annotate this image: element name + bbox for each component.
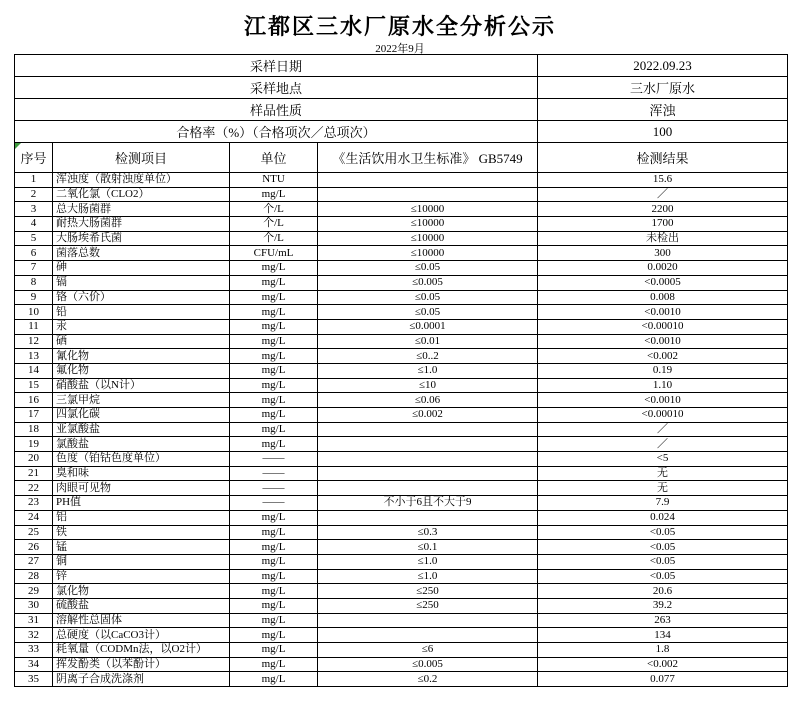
row-item: 锰 bbox=[53, 540, 230, 555]
row-item: 氯酸盐 bbox=[53, 437, 230, 452]
row-standard: ≤0.01 bbox=[318, 334, 538, 349]
row-index: 32 bbox=[15, 628, 53, 643]
row-standard: ≤250 bbox=[318, 584, 538, 599]
row-unit: mg/L bbox=[230, 319, 318, 334]
row-item: 菌落总数 bbox=[53, 246, 230, 261]
row-standard: ≤1.0 bbox=[318, 363, 538, 378]
row-index: 5 bbox=[15, 231, 53, 246]
row-item: 臭和味 bbox=[53, 466, 230, 481]
row-unit: —— bbox=[230, 496, 318, 511]
row-result: <0.00010 bbox=[538, 408, 788, 423]
table-row bbox=[15, 378, 788, 393]
row-unit: CFU/mL bbox=[230, 246, 318, 261]
row-index: 20 bbox=[15, 452, 53, 467]
row-unit: 个/L bbox=[230, 202, 318, 217]
row-index: 26 bbox=[15, 540, 53, 555]
row-standard: ≤1.0 bbox=[318, 569, 538, 584]
row-standard: ≤0.002 bbox=[318, 408, 538, 423]
row-item: 硫酸盐 bbox=[53, 598, 230, 613]
table-row bbox=[15, 466, 788, 481]
row-standard: ≤10 bbox=[318, 378, 538, 393]
row-item: 耗氧量（CODMn法，以O2计） bbox=[53, 643, 230, 658]
sample-nature-label: 样品性质 bbox=[15, 99, 538, 121]
col-header-item: 检测项目 bbox=[53, 143, 230, 173]
row-item: 三氯甲烷 bbox=[53, 393, 230, 408]
row-unit: mg/L bbox=[230, 584, 318, 599]
col-header-unit: 单位 bbox=[230, 143, 318, 173]
row-item: 镉 bbox=[53, 275, 230, 290]
row-index: 16 bbox=[15, 393, 53, 408]
row-item: 二氧化氯（CLO2） bbox=[53, 187, 230, 202]
row-item: 铜 bbox=[53, 554, 230, 569]
excel-corner-marker-icon bbox=[15, 143, 21, 149]
row-result: <0.002 bbox=[538, 349, 788, 364]
row-standard: ≤0.3 bbox=[318, 525, 538, 540]
row-item: 氯化物 bbox=[53, 584, 230, 599]
row-index: 6 bbox=[15, 246, 53, 261]
row-unit: mg/L bbox=[230, 598, 318, 613]
row-index: 25 bbox=[15, 525, 53, 540]
row-index: 21 bbox=[15, 466, 53, 481]
row-unit: mg/L bbox=[230, 334, 318, 349]
row-index: 19 bbox=[15, 437, 53, 452]
row-item: 肉眼可见物 bbox=[53, 481, 230, 496]
row-index: 30 bbox=[15, 598, 53, 613]
table-row bbox=[15, 173, 788, 188]
row-result: <0.05 bbox=[538, 554, 788, 569]
table-row bbox=[15, 393, 788, 408]
table-row bbox=[15, 187, 788, 202]
row-standard bbox=[318, 452, 538, 467]
row-result: ／ bbox=[538, 187, 788, 202]
table-row bbox=[15, 408, 788, 423]
row-result: 无 bbox=[538, 466, 788, 481]
row-unit: mg/L bbox=[230, 349, 318, 364]
pass-rate-value: 100 bbox=[538, 121, 788, 143]
row-standard bbox=[318, 481, 538, 496]
row-unit: mg/L bbox=[230, 408, 318, 423]
info-row-pass-rate bbox=[15, 121, 788, 143]
table-row bbox=[15, 349, 788, 364]
row-result: 263 bbox=[538, 613, 788, 628]
row-index: 31 bbox=[15, 613, 53, 628]
table-row bbox=[15, 525, 788, 540]
row-index: 28 bbox=[15, 569, 53, 584]
row-result: 134 bbox=[538, 628, 788, 643]
row-standard: ≤0..2 bbox=[318, 349, 538, 364]
row-standard: ≤10000 bbox=[318, 231, 538, 246]
row-unit: —— bbox=[230, 452, 318, 467]
table-row bbox=[15, 672, 788, 687]
row-item: 总大肠菌群 bbox=[53, 202, 230, 217]
row-result: <0.05 bbox=[538, 540, 788, 555]
table-row bbox=[15, 217, 788, 232]
row-index: 2 bbox=[15, 187, 53, 202]
row-result: 7.9 bbox=[538, 496, 788, 511]
sampling-site-label: 采样地点 bbox=[15, 77, 538, 99]
results-section bbox=[15, 173, 788, 687]
row-item: 铁 bbox=[53, 525, 230, 540]
row-unit: mg/L bbox=[230, 422, 318, 437]
row-standard: ≤0.05 bbox=[318, 290, 538, 305]
row-result: 0.077 bbox=[538, 672, 788, 687]
row-result: 无 bbox=[538, 481, 788, 496]
row-item: 大肠埃希氏菌 bbox=[53, 231, 230, 246]
row-standard: ≤10000 bbox=[318, 202, 538, 217]
row-result: <0.0010 bbox=[538, 305, 788, 320]
row-unit: mg/L bbox=[230, 643, 318, 658]
row-result: 1700 bbox=[538, 217, 788, 232]
table-row bbox=[15, 598, 788, 613]
row-index: 13 bbox=[15, 349, 53, 364]
table-row bbox=[15, 305, 788, 320]
row-result: 2200 bbox=[538, 202, 788, 217]
row-unit: —— bbox=[230, 481, 318, 496]
row-unit: 个/L bbox=[230, 231, 318, 246]
row-item: 耐热大肠菌群 bbox=[53, 217, 230, 232]
table-row bbox=[15, 628, 788, 643]
row-item: 亚氯酸盐 bbox=[53, 422, 230, 437]
row-unit: mg/L bbox=[230, 540, 318, 555]
row-unit: mg/L bbox=[230, 657, 318, 672]
info-row-sample-nature bbox=[15, 99, 788, 121]
table-row bbox=[15, 363, 788, 378]
row-index: 8 bbox=[15, 275, 53, 290]
table-row bbox=[15, 246, 788, 261]
table-row bbox=[15, 540, 788, 555]
row-unit: mg/L bbox=[230, 628, 318, 643]
row-index: 27 bbox=[15, 554, 53, 569]
table-row bbox=[15, 334, 788, 349]
row-item: 浑浊度（散射浊度单位） bbox=[53, 173, 230, 188]
row-result: <0.0010 bbox=[538, 334, 788, 349]
col-header-no bbox=[15, 143, 53, 173]
row-item: PH值 bbox=[53, 496, 230, 511]
row-result: 0.024 bbox=[538, 510, 788, 525]
row-unit: mg/L bbox=[230, 363, 318, 378]
row-unit: mg/L bbox=[230, 437, 318, 452]
row-result: 未检出 bbox=[538, 231, 788, 246]
table-row bbox=[15, 496, 788, 511]
row-standard bbox=[318, 613, 538, 628]
page-subtitle: 2022年9月 bbox=[375, 43, 425, 55]
sampling-date-label: 采样日期 bbox=[15, 55, 538, 77]
row-standard: ≤0.0001 bbox=[318, 319, 538, 334]
row-index: 18 bbox=[15, 422, 53, 437]
row-standard: ≤0.05 bbox=[318, 261, 538, 276]
row-item: 硝酸盐（以N计） bbox=[53, 378, 230, 393]
row-item: 铅 bbox=[53, 305, 230, 320]
table-row bbox=[15, 290, 788, 305]
row-standard: ≤0.05 bbox=[318, 305, 538, 320]
row-unit: mg/L bbox=[230, 393, 318, 408]
row-unit: mg/L bbox=[230, 378, 318, 393]
row-result: 1.8 bbox=[538, 643, 788, 658]
row-item: 汞 bbox=[53, 319, 230, 334]
col-header-result: 检测结果 bbox=[538, 143, 788, 173]
row-result: <0.002 bbox=[538, 657, 788, 672]
row-result: 1.10 bbox=[538, 378, 788, 393]
row-item: 铝 bbox=[53, 510, 230, 525]
col-header-no-label: 序号 bbox=[20, 151, 47, 166]
table-row bbox=[15, 437, 788, 452]
row-unit: mg/L bbox=[230, 510, 318, 525]
row-standard: ≤0.2 bbox=[318, 672, 538, 687]
row-index: 22 bbox=[15, 481, 53, 496]
row-standard bbox=[318, 466, 538, 481]
row-item: 铬（六价） bbox=[53, 290, 230, 305]
row-unit: mg/L bbox=[230, 525, 318, 540]
row-result: 39.2 bbox=[538, 598, 788, 613]
row-result: ／ bbox=[538, 422, 788, 437]
row-unit: mg/L bbox=[230, 290, 318, 305]
table-row bbox=[15, 202, 788, 217]
row-item: 四氯化碳 bbox=[53, 408, 230, 423]
table-row bbox=[15, 510, 788, 525]
table-row bbox=[15, 554, 788, 569]
row-standard: ≤10000 bbox=[318, 246, 538, 261]
sampling-date-value: 2022.09.23 bbox=[538, 55, 788, 77]
row-unit: mg/L bbox=[230, 672, 318, 687]
col-header-standard: 《生活饮用水卫生标准》 GB5749 bbox=[318, 143, 538, 173]
row-unit: 个/L bbox=[230, 217, 318, 232]
page-title: 江都区三水厂原水全分析公示 bbox=[243, 14, 556, 39]
row-standard: 不小于6且不大于9 bbox=[318, 496, 538, 511]
row-result: <0.05 bbox=[538, 525, 788, 540]
row-result: 0.19 bbox=[538, 363, 788, 378]
row-index: 4 bbox=[15, 217, 53, 232]
row-index: 3 bbox=[15, 202, 53, 217]
row-item: 氟化物 bbox=[53, 363, 230, 378]
row-unit: —— bbox=[230, 466, 318, 481]
row-standard bbox=[318, 422, 538, 437]
row-unit: mg/L bbox=[230, 613, 318, 628]
row-unit: NTU bbox=[230, 173, 318, 188]
row-item: 溶解性总固体 bbox=[53, 613, 230, 628]
row-result: 300 bbox=[538, 246, 788, 261]
table-row bbox=[15, 584, 788, 599]
row-item: 硒 bbox=[53, 334, 230, 349]
row-index: 35 bbox=[15, 672, 53, 687]
table-row bbox=[15, 231, 788, 246]
row-result: 0.0020 bbox=[538, 261, 788, 276]
row-index: 24 bbox=[15, 510, 53, 525]
row-standard: ≤250 bbox=[318, 598, 538, 613]
table-row bbox=[15, 261, 788, 276]
row-result: <0.0005 bbox=[538, 275, 788, 290]
row-standard bbox=[318, 187, 538, 202]
table-row bbox=[15, 422, 788, 437]
row-index: 7 bbox=[15, 261, 53, 276]
row-unit: mg/L bbox=[230, 261, 318, 276]
table-row bbox=[15, 275, 788, 290]
row-unit: mg/L bbox=[230, 305, 318, 320]
row-index: 11 bbox=[15, 319, 53, 334]
info-row-sampling-site bbox=[15, 77, 788, 99]
row-unit: mg/L bbox=[230, 569, 318, 584]
table-row bbox=[15, 319, 788, 334]
row-index: 1 bbox=[15, 173, 53, 188]
table-row bbox=[15, 613, 788, 628]
row-item: 总硬度（以CaCO3计） bbox=[53, 628, 230, 643]
row-index: 15 bbox=[15, 378, 53, 393]
table-row bbox=[15, 481, 788, 496]
row-index: 12 bbox=[15, 334, 53, 349]
row-unit: mg/L bbox=[230, 187, 318, 202]
row-index: 14 bbox=[15, 363, 53, 378]
row-standard: ≤10000 bbox=[318, 217, 538, 232]
row-standard: ≤0.06 bbox=[318, 393, 538, 408]
table-row bbox=[15, 452, 788, 467]
row-item: 色度（铂钴色度单位） bbox=[53, 452, 230, 467]
row-unit: mg/L bbox=[230, 275, 318, 290]
row-index: 33 bbox=[15, 643, 53, 658]
row-result: ／ bbox=[538, 437, 788, 452]
row-index: 10 bbox=[15, 305, 53, 320]
analysis-table bbox=[14, 54, 788, 687]
row-index: 29 bbox=[15, 584, 53, 599]
row-item: 锌 bbox=[53, 569, 230, 584]
table-row bbox=[15, 643, 788, 658]
row-result: <0.00010 bbox=[538, 319, 788, 334]
row-standard: ≤0.005 bbox=[318, 657, 538, 672]
table-row bbox=[15, 657, 788, 672]
row-item: 砷 bbox=[53, 261, 230, 276]
row-index: 17 bbox=[15, 408, 53, 423]
row-result: 20.6 bbox=[538, 584, 788, 599]
row-result: <0.05 bbox=[538, 569, 788, 584]
row-unit: mg/L bbox=[230, 554, 318, 569]
row-result: 0.008 bbox=[538, 290, 788, 305]
row-standard: ≤0.1 bbox=[318, 540, 538, 555]
table-row bbox=[15, 569, 788, 584]
column-header-row bbox=[15, 143, 788, 173]
row-index: 34 bbox=[15, 657, 53, 672]
row-item: 挥发酚类（以苯酚计） bbox=[53, 657, 230, 672]
row-index: 23 bbox=[15, 496, 53, 511]
info-section bbox=[15, 55, 788, 173]
row-index: 9 bbox=[15, 290, 53, 305]
row-item: 阴离子合成洗涤剂 bbox=[53, 672, 230, 687]
row-standard bbox=[318, 628, 538, 643]
row-standard bbox=[318, 437, 538, 452]
row-standard: ≤1.0 bbox=[318, 554, 538, 569]
row-standard: ≤6 bbox=[318, 643, 538, 658]
sample-nature-value: 浑浊 bbox=[538, 99, 788, 121]
sampling-site-value: 三水厂原水 bbox=[538, 77, 788, 99]
pass-rate-label: 合格率（%）（合格项次／总项次） bbox=[15, 121, 538, 143]
info-row-sampling-date bbox=[15, 55, 788, 77]
row-item: 氰化物 bbox=[53, 349, 230, 364]
row-standard bbox=[318, 510, 538, 525]
row-standard bbox=[318, 173, 538, 188]
row-standard: ≤0.005 bbox=[318, 275, 538, 290]
row-result: <0.0010 bbox=[538, 393, 788, 408]
row-result: 15.6 bbox=[538, 173, 788, 188]
row-result: <5 bbox=[538, 452, 788, 467]
